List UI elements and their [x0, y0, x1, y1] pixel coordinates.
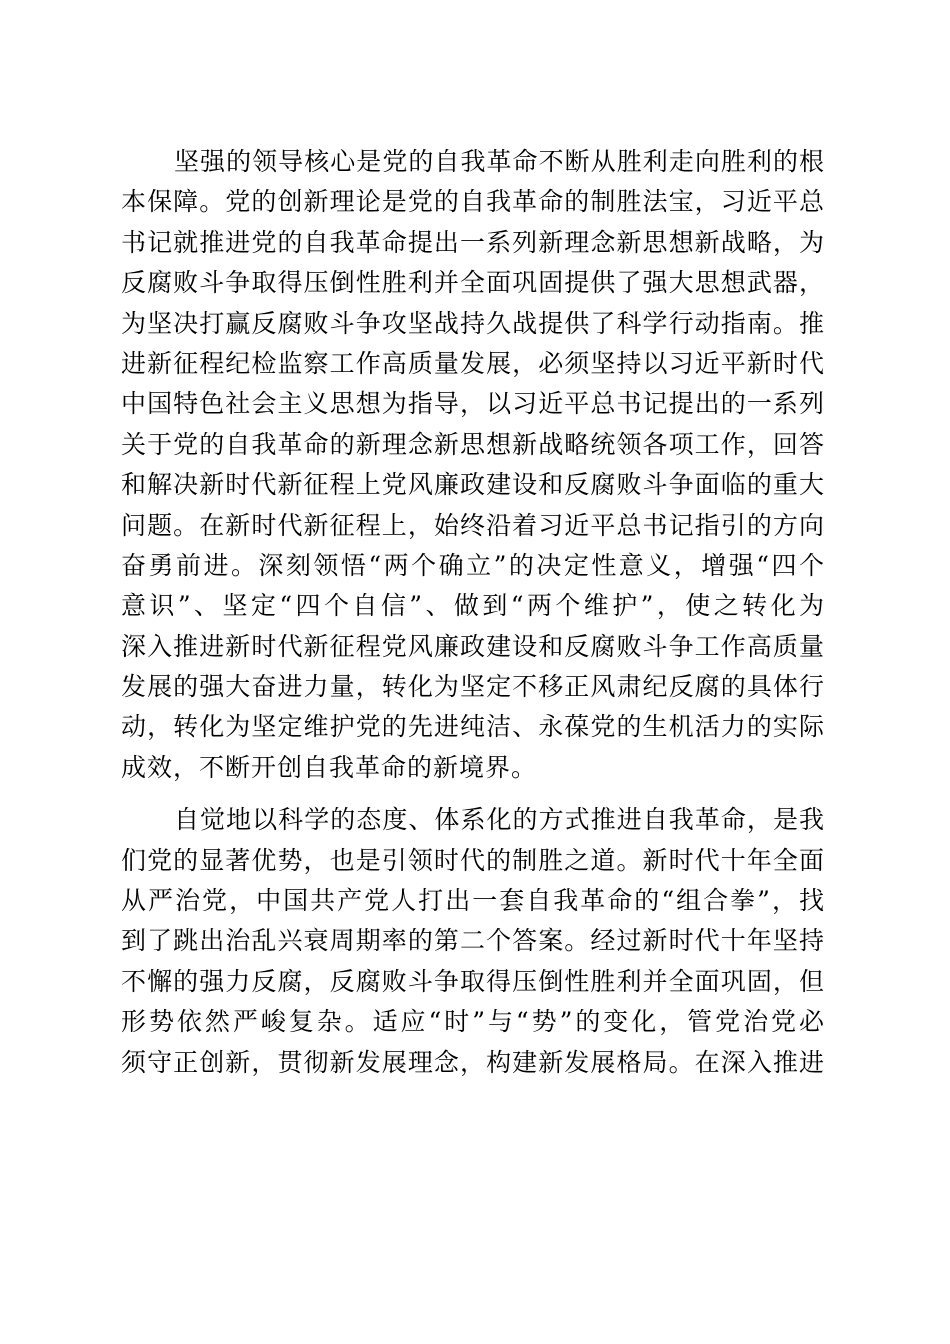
text-line: 从严治党，中国共产党人打出一套自我革命的“组合拳”，找: [121, 886, 825, 916]
text-line: 成效，不断开创自我革命的新境界。: [121, 752, 538, 782]
text-line: 问题。在新时代新征程上，始终沿着习近平总书记指引的方向: [121, 510, 825, 540]
text-line: 关于党的自我革命的新理念新思想新战略统领各项工作，回答: [121, 429, 825, 459]
text-line: 本保障。党的创新理论是党的自我革命的制胜法宝，习近平总: [121, 187, 825, 217]
body-text: [121, 142, 825, 1083]
text-line: 动，转化为坚定维护党的先进纯洁、永葆党的生机活力的实际: [121, 712, 825, 742]
paragraph-2: [121, 800, 825, 1083]
text-line: 发展的强大奋进力量，转化为坚定不移正风肃纪反腐的具体行: [121, 672, 825, 702]
text-line: 反腐败斗争取得压倒性胜利并全面巩固提供了强大思想武器，: [121, 268, 825, 298]
text-line: 书记就推进党的自我革命提出一系列新理念新思想新战略，为: [121, 227, 825, 257]
text-line: 深入推进新时代新征程党风廉政建设和反腐败斗争工作高质量: [121, 631, 825, 661]
text-line: 到了跳出治乱兴衰周期率的第二个答案。经过新时代十年坚持: [121, 926, 825, 956]
text-line: 和解决新时代新征程上党风廉政建设和反腐败斗争面临的重大: [121, 470, 825, 500]
paragraph-spacing: [121, 788, 825, 800]
paragraph-1: [121, 142, 825, 788]
text-line: 形势依然严峻复杂。适应“时”与“势”的变化，管党治党必: [121, 1007, 825, 1037]
text-line: 奋勇前进。深刻领悟“两个确立”的决定性意义，增强“四个: [121, 550, 825, 580]
text-line: 进新征程纪检监察工作高质量发展，必须坚持以习近平新时代: [121, 348, 825, 378]
text-line: 自觉地以科学的态度、体系化的方式推进自我革命，是我: [174, 805, 825, 835]
text-line: 们党的显著优势，也是引领时代的制胜之道。新时代十年全面: [121, 845, 825, 875]
text-line: 中国特色社会主义思想为指导，以习近平总书记提出的一系列: [121, 389, 825, 419]
text-line: 须守正创新，贯彻新发展理念，构建新发展格局。在深入推进: [121, 1047, 825, 1077]
text-line: 坚强的领导核心是党的自我革命不断从胜利走向胜利的根: [174, 147, 825, 176]
text-line: 不懈的强力反腐，反腐败斗争取得压倒性胜利并全面巩固，但: [121, 966, 825, 996]
text-line: 意识”、坚定“四个自信”、做到“两个维护”，使之转化为: [121, 591, 825, 621]
text-line: 为坚决打赢反腐败斗争攻坚战持久战提供了科学行动指南。推: [121, 308, 825, 338]
